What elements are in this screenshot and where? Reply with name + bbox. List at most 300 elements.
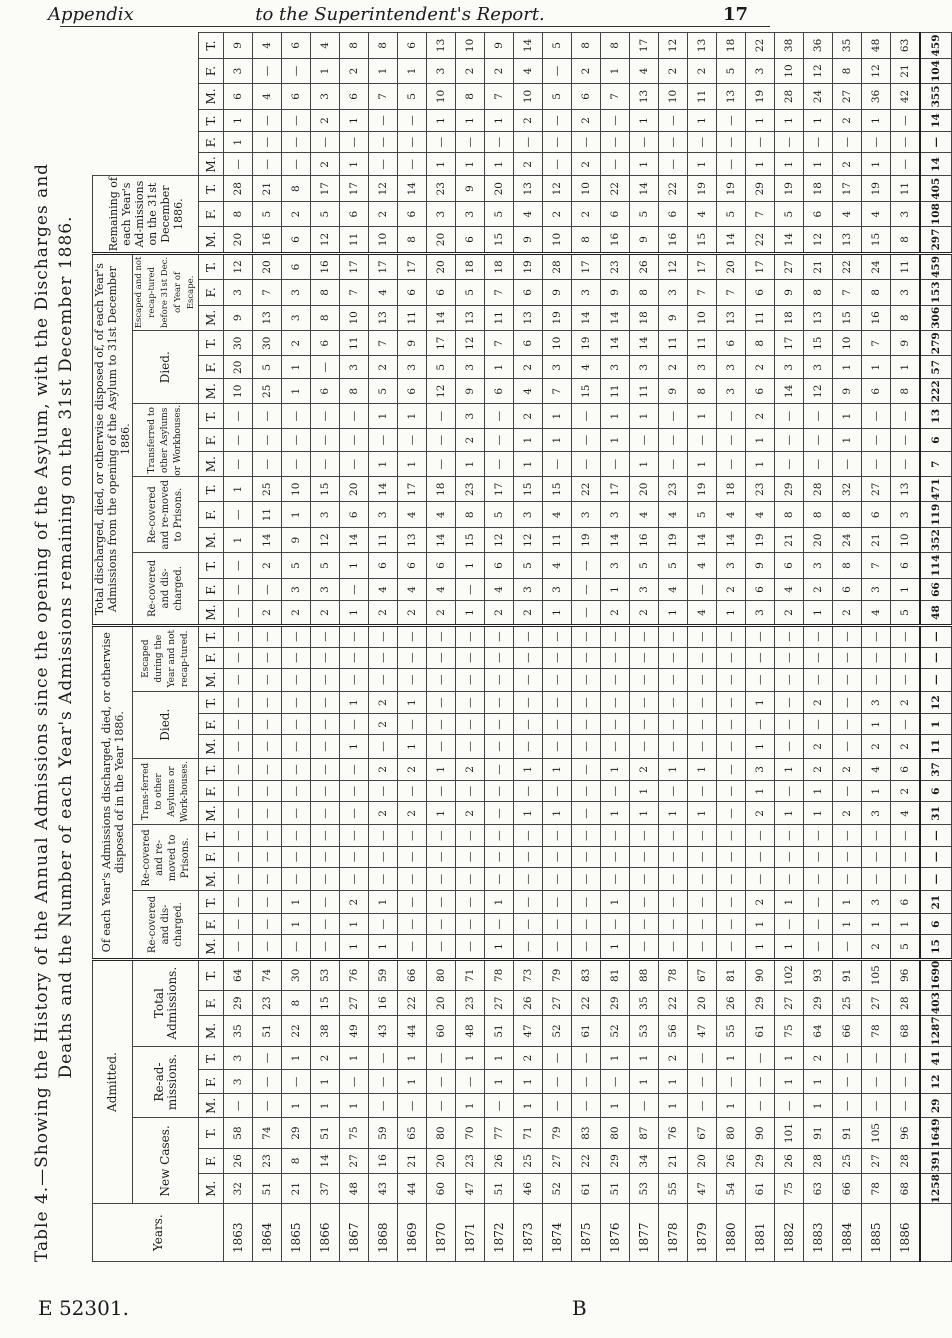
table-cell: — [282,153,311,176]
table-cell: — [746,668,775,691]
sex-header-t: T. [199,1118,224,1148]
table-cell: — [891,668,921,691]
col-died-1886: Died. [133,691,199,758]
table-cell: — [688,781,717,802]
table-cell: — [282,58,311,83]
table-cell: — [427,714,456,735]
table-cell: 3 [572,502,601,527]
table-cell: — [688,647,717,668]
table-cell: 1 [369,891,398,914]
table-cell: — [891,428,921,451]
table-cell: 17 [398,253,427,279]
table-cell: — [253,578,282,601]
table-cell: 5 [311,201,340,226]
table-cell: 2 [659,356,688,379]
table-cell: — [601,668,630,691]
table-cell: — [659,935,688,959]
table-cell: 14 [688,527,717,552]
table-cell: 8 [862,280,891,305]
table-cell: — [601,691,630,714]
table-cell: — [543,58,572,83]
table-cell: 1 [659,758,688,781]
table-cell: 1 [485,109,514,132]
total-cell: 1 [920,714,952,735]
table-cell: — [282,668,311,691]
table-cell: — [253,846,282,867]
table-cell: 1 [485,935,514,959]
table-cell: 1 [456,153,485,176]
sex-header-f: F. [199,502,224,527]
table-cell: — [456,578,485,601]
table-cell: 6 [862,502,891,527]
table-cell: 4 [543,502,572,527]
table-cell: 22 [659,176,688,201]
table-cell: 67 [688,1118,717,1148]
table-cell: — [253,452,282,477]
table-cell: 3 [688,356,717,379]
table-cell: 27 [775,253,804,279]
table-cell: 88 [630,959,659,990]
table-cell: — [601,825,630,846]
table-cell: 2 [340,58,369,83]
table-row [572,33,601,1262]
total-cell: 1258 [920,1174,952,1204]
year-cell: 1879 [688,1204,717,1262]
table-cell: 23 [456,477,485,502]
table-cell: 2 [630,758,659,781]
table-cell: — [427,625,456,647]
table-cell: 60 [427,1174,456,1204]
table-cell: — [659,668,688,691]
table-cell: 8 [891,305,921,330]
table-cell: — [427,428,456,451]
table-cell: 6 [427,553,456,578]
table-cell: — [282,758,311,781]
table-cell: — [282,452,311,477]
table-cell: 15 [572,379,601,404]
table-cell: 1 [601,58,630,83]
table-cell: 4 [514,379,543,404]
table-cell: 18 [485,253,514,279]
table-cell: 22 [572,477,601,502]
table-cell: 8 [369,33,398,59]
table-cell: — [485,625,514,647]
table-cell: 35 [630,990,659,1015]
table-cell: 3 [630,356,659,379]
table-cell: — [427,1046,456,1070]
table-cell: 30 [282,959,311,990]
table-cell: 5 [543,33,572,59]
table-cell: 8 [282,176,311,201]
table-cell: — [862,1070,891,1094]
table-cell: 1 [311,1094,340,1118]
table-cell: 26 [717,990,746,1015]
table-cell: — [804,891,833,914]
year-cell: 1886 [891,1204,921,1262]
table-cell: 4 [659,578,688,601]
table-cell: — [224,502,253,527]
table-cell: — [456,825,485,846]
table-cell: 4 [862,601,891,625]
table-cell: — [659,428,688,451]
table-cell: — [311,781,340,802]
total-cell: 29 [920,1094,952,1118]
table-cell: — [572,452,601,477]
table-cell: 16 [601,227,630,253]
table-cell: — [688,935,717,959]
table-cell: — [224,714,253,735]
table-cell: 2 [601,601,630,625]
sex-header-m: M. [199,867,224,890]
table-cell: — [224,1094,253,1118]
total-cell: 21 [920,891,952,914]
table-cell: — [804,647,833,668]
table-row [891,33,921,1262]
table-cell: 1 [514,758,543,781]
table-cell: 6 [833,578,862,601]
table-cell: — [485,825,514,846]
table-cell: 24 [833,527,862,552]
table-cell: 21 [775,527,804,552]
table-cell: 2 [456,802,485,825]
table-cell: — [601,625,630,647]
table-cell: 13 [514,176,543,201]
table-cell: — [253,58,282,83]
table-cell: — [601,109,630,132]
table-cell: 13 [717,84,746,109]
table-cell: — [572,601,601,625]
table-cell: 14 [775,227,804,253]
table-cell: — [427,781,456,802]
table-cell: 20 [630,477,659,502]
table-cell: — [833,132,862,153]
table-cell: 6 [804,201,833,226]
year-cell: 1876 [601,1204,630,1262]
table-cell: 1 [224,109,253,132]
table-cell: — [282,625,311,647]
table-cell: — [717,891,746,914]
table-cell: 11 [891,253,921,279]
table-cell: 27 [775,990,804,1015]
table-cell: — [427,867,456,890]
table-cell: — [746,846,775,867]
col-escaped-1886: Escaped during the Year and not recap-tured. [133,625,199,691]
table-cell: 18 [804,176,833,201]
table-cell: 4 [688,553,717,578]
table-cell: — [224,647,253,668]
table-cell: 8 [572,33,601,59]
table-cell: 2 [369,356,398,379]
table-cell: 18 [717,477,746,502]
table-cell: — [572,625,601,647]
table-cell: — [340,758,369,781]
table-cell: — [804,452,833,477]
table-cell: — [804,914,833,935]
table-cell: 14 [775,379,804,404]
table-cell: — [572,802,601,825]
table-cell: 19 [572,527,601,552]
table-cell: 7 [485,280,514,305]
table-cell: 27 [862,477,891,502]
table-cell: — [833,825,862,846]
table-cell: 2 [891,691,921,714]
table-cell: 51 [253,1016,282,1046]
table-cell: 10 [543,331,572,356]
table-cell: 32 [833,477,862,502]
table-cell: — [572,867,601,890]
table-cell: 4 [630,502,659,527]
table-cell: 49 [340,1016,369,1046]
table-cell: 10 [282,477,311,502]
total-cell: 352 [920,527,952,552]
table-cell: — [543,1094,572,1118]
table-cell: 66 [398,959,427,990]
table-cell: — [601,781,630,802]
table-row [688,33,717,1262]
table-cell: 42 [891,84,921,109]
total-cell: 114 [920,553,952,578]
table-cell: — [630,825,659,846]
table-cell: — [543,668,572,691]
table-cell: 22 [601,176,630,201]
table-cell: — [485,758,514,781]
table-cell: 47 [688,1174,717,1204]
table-cell: 64 [224,959,253,990]
total-cell: 297 [920,227,952,253]
table-title [30,32,100,1262]
sex-header-m: M. [199,1174,224,1204]
table-cell: 28 [775,84,804,109]
table-cell: — [862,846,891,867]
table-cell: — [485,404,514,428]
table-cell: — [717,758,746,781]
table-cell: — [746,1070,775,1094]
table-cell: 25 [253,379,282,404]
table-cell: — [717,846,746,867]
table-cell: — [804,132,833,153]
table-cell: 22 [282,1016,311,1046]
table-cell: 14 [630,176,659,201]
sex-header-f: F. [199,132,224,153]
table-cell: 7 [543,379,572,404]
table-cell: — [804,404,833,428]
table-cell: 63 [804,1174,833,1204]
table-cell: — [862,867,891,890]
table-cell: 12 [456,331,485,356]
table-cell: 2 [833,802,862,825]
table-cell: 76 [659,1118,688,1148]
table-cell: 22 [659,990,688,1015]
table-cell: 6 [746,578,775,601]
table-cell: 16 [862,305,891,330]
table-cell: 28 [804,477,833,502]
table-cell: 4 [514,58,543,83]
sex-header-m: M. [199,935,224,959]
table-cell: 13 [369,305,398,330]
table-cell: 1 [340,553,369,578]
table-cell: — [485,1094,514,1118]
sex-header-t: T. [199,758,224,781]
total-cell: 11 [920,735,952,758]
year-cell: 1877 [630,1204,659,1262]
table-cell: 91 [804,1118,833,1148]
table-cell: 26 [514,990,543,1015]
total-cell: — [920,846,952,867]
col-total-admissions: Total Admissions. [133,959,199,1046]
table-cell: 78 [659,959,688,990]
table-cell: 3 [543,356,572,379]
table-cell: 2 [369,758,398,781]
table-cell: — [398,625,427,647]
table-cell: — [514,735,543,758]
table-cell: — [659,153,688,176]
table-row [282,33,311,1262]
sex-header-t: T. [199,625,224,647]
table-cell: 1 [601,935,630,959]
table-cell: 2 [746,802,775,825]
year-cell: 1866 [311,1204,340,1262]
table-cell: — [369,1094,398,1118]
table-cell: — [891,452,921,477]
table-cell: 3 [717,379,746,404]
table-cell: 5 [543,84,572,109]
year-cell: 1881 [746,1204,775,1262]
table-cell: 17 [398,477,427,502]
table-cell: — [717,935,746,959]
table-cell: 4 [253,33,282,59]
table-cell: 13 [514,305,543,330]
table-cell: — [514,132,543,153]
table-cell: — [340,428,369,451]
table-cell: 9 [456,379,485,404]
table-cell: 26 [224,1148,253,1173]
table-cell: — [572,1094,601,1118]
table-cell: — [891,153,921,176]
table-cell: — [891,867,921,890]
table-cell: 29 [746,176,775,201]
table-cell: 1 [456,109,485,132]
table-cell: 3 [891,502,921,527]
total-cell: 405 [920,176,952,201]
table-cell: 6 [862,379,891,404]
table-cell: — [398,647,427,668]
table-cell: — [775,404,804,428]
table-row [253,33,282,1262]
table-cell: 37 [311,1174,340,1204]
total-cell: 48 [920,601,952,625]
total-cell: 403 [920,990,952,1015]
table-cell: 8 [572,227,601,253]
table-cell: 17 [775,331,804,356]
table-cell: 2 [427,601,456,625]
table-cell: 16 [253,227,282,253]
table-cell: 19 [688,176,717,201]
table-cell: 12 [369,176,398,201]
table-cell: — [775,691,804,714]
table-cell: 9 [543,280,572,305]
table-cell: 8 [833,58,862,83]
table-cell: 96 [891,959,921,990]
table-cell: 78 [862,1174,891,1204]
table-cell: — [572,758,601,781]
table-cell: — [427,132,456,153]
table-cell: 23 [427,176,456,201]
table-cell: — [311,914,340,935]
table-cell: 2 [282,201,311,226]
table-cell: — [311,735,340,758]
table-cell: — [601,132,630,153]
table-cell: 90 [746,1118,775,1148]
table-cell: — [456,132,485,153]
sex-header-f: F. [199,846,224,867]
table-cell: 3 [862,802,891,825]
table-cell: 6 [485,553,514,578]
table-cell: 2 [456,58,485,83]
table-cell: 6 [572,84,601,109]
table-cell: 25 [833,990,862,1015]
table-cell: 28 [804,1148,833,1173]
table-cell: — [224,452,253,477]
table-cell: 1 [746,452,775,477]
table-cell: — [659,132,688,153]
col-recovered-total: Re-covered and dis-charged. [133,553,199,625]
table-cell: 14 [601,527,630,552]
table-cell: 2 [369,201,398,226]
table-cell: 27 [543,990,572,1015]
table-cell: 18 [775,305,804,330]
table-cell: 1 [804,109,833,132]
table-cell: — [891,132,921,153]
table-cell: — [572,428,601,451]
table-cell: 2 [514,601,543,625]
table-cell: 24 [804,84,833,109]
table-cell: — [804,935,833,959]
table-cell: 17 [688,253,717,279]
table-row [456,33,485,1262]
table-cell: 2 [514,404,543,428]
table-cell: — [311,404,340,428]
table-cell: 2 [572,153,601,176]
table-cell: 6 [717,331,746,356]
table-cell: 3 [514,578,543,601]
table-cell: 13 [398,527,427,552]
table-cell: 51 [485,1016,514,1046]
table-cell: 1 [630,109,659,132]
col-readmissions: Re-ad-missions. [133,1046,199,1118]
table-cell: — [311,132,340,153]
col-remaining: Remaining of each Year's Ad-missions on the 31st December 1886. [93,176,199,253]
sex-header-f: F. [199,714,224,735]
year-cell: 1869 [398,1204,427,1262]
table-cell: 3 [601,553,630,578]
table-cell: 1 [427,153,456,176]
table-cell: — [253,781,282,802]
table-cell: 3 [224,1046,253,1070]
total-cell: 306 [920,305,952,330]
sex-header-f: F. [199,990,224,1015]
table-cell: — [746,867,775,890]
table-cell: 12 [659,33,688,59]
table-cell: — [224,601,253,625]
table-cell: 3 [601,502,630,527]
table-cell: 59 [369,1118,398,1148]
table-cell: — [601,1070,630,1094]
table-cell: 30 [253,331,282,356]
table-cell: 25 [833,1148,862,1173]
table-row [833,33,862,1262]
table-cell: — [398,1094,427,1118]
table-cell: 6 [746,280,775,305]
